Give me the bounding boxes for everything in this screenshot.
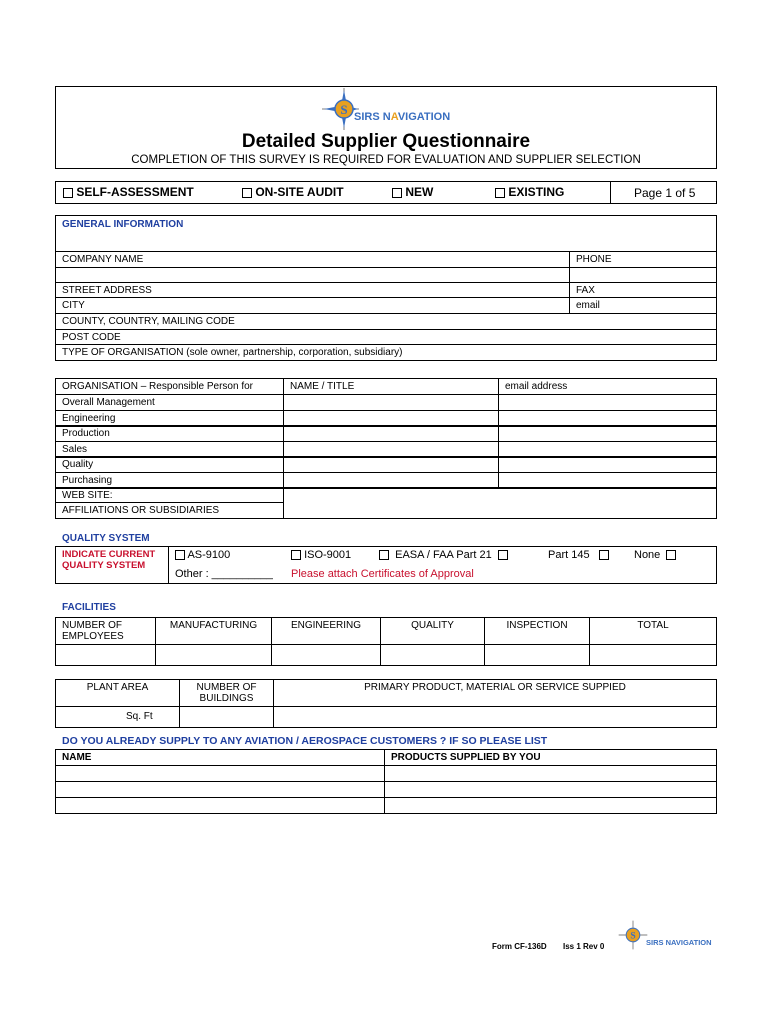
svg-text:S: S	[340, 102, 348, 117]
none-checkbox[interactable]	[666, 550, 676, 560]
aviation-products-field[interactable]	[384, 781, 717, 798]
facilities-heading: FACILITIES	[62, 602, 116, 613]
aviation-name-field[interactable]	[55, 781, 385, 798]
company-name-field[interactable]	[55, 267, 570, 283]
page-subtitle: COMPLETION OF THIS SURVEY IS REQUIRED FOR EVALUATION AND SUPPLIER SELECTION	[131, 154, 641, 166]
self-assessment-checkbox[interactable]	[63, 188, 73, 198]
as9100-checkbox[interactable]	[175, 550, 185, 560]
city-label[interactable]: CITY	[55, 297, 570, 314]
logo-wordmark: SIRS NAVIGATION	[354, 111, 451, 123]
employees-header: NUMBER OF EMPLOYEES	[55, 617, 156, 645]
options-divider	[610, 181, 611, 204]
indicate-current-label: INDICATE CURRENT QUALITY SYSTEM	[62, 549, 156, 571]
new-label: NEW	[405, 185, 434, 199]
quality-system-heading: QUALITY SYSTEM	[62, 533, 150, 544]
sq-ft-label: Sq. Ft	[126, 711, 153, 722]
aviation-products-field[interactable]	[384, 765, 717, 782]
total-header: TOTAL	[589, 617, 717, 645]
org-role-label: Overall Management	[55, 394, 284, 411]
self-assessment-label: SELF-ASSESSMENT	[76, 185, 194, 199]
org-email-field[interactable]	[498, 394, 717, 411]
footer-logo	[618, 920, 718, 950]
iso9001-label: ISO-9001	[304, 549, 352, 561]
engineering-header: ENGINEERING	[271, 617, 381, 645]
page-title: Detailed Supplier Questionnaire	[241, 131, 531, 152]
post-code-label[interactable]: POST CODE	[55, 329, 717, 345]
aviation-products-field[interactable]	[384, 797, 717, 814]
part145-checkbox[interactable]	[599, 550, 609, 560]
existing-option[interactable]	[495, 185, 564, 199]
aviation-heading: DO YOU ALREADY SUPPLY TO ANY AVIATION / AEROSPACE CUSTOMERS ? IF SO PLEASE LIST	[62, 735, 548, 747]
onsite-audit-checkbox[interactable]	[242, 188, 252, 198]
org-role-label: Engineering	[55, 410, 284, 427]
onsite-audit-option[interactable]	[242, 185, 344, 199]
street-address-label[interactable]: STREET ADDRESS	[55, 282, 570, 298]
aviation-name-field[interactable]	[55, 765, 385, 782]
compass-logo-icon	[316, 87, 360, 131]
org-name-field[interactable]	[283, 425, 499, 442]
as9100-label: AS-9100	[187, 549, 231, 561]
total-field[interactable]	[589, 644, 717, 666]
org-name-header: NAME / TITLE	[283, 378, 499, 395]
quality-header: QUALITY	[380, 617, 485, 645]
as9100-option[interactable]	[175, 549, 230, 561]
org-role-label: Production	[55, 425, 284, 442]
easa-checkbox[interactable]	[379, 550, 389, 560]
form-number: Form CF-136D	[492, 942, 547, 951]
org-role-label: Quality	[55, 456, 284, 473]
primary-product-field[interactable]	[273, 706, 717, 728]
quality-divider	[168, 546, 169, 584]
org-role-header: ORGANISATION – Responsible Person for	[55, 378, 284, 395]
attach-certificates-note: Please attach Certificates of Approval	[291, 568, 474, 580]
none-option[interactable]	[634, 549, 676, 561]
part145-option[interactable]	[548, 549, 609, 561]
part145-label: Part 145	[548, 549, 590, 561]
new-checkbox[interactable]	[392, 188, 402, 198]
org-email-field[interactable]	[498, 425, 717, 442]
general-info-heading: GENERAL INFORMATION	[62, 219, 184, 230]
phone-label: PHONE	[569, 251, 717, 268]
primary-product-header: PRIMARY PRODUCT, MATERIAL OR SERVICE SUPPIED	[273, 679, 717, 707]
manufacturing-header: MANUFACTURING	[155, 617, 272, 645]
org-name-field[interactable]	[283, 456, 499, 473]
easa-option[interactable]	[379, 549, 508, 561]
sirs-logo	[308, 87, 468, 131]
page-number: Page 1 of 5	[634, 186, 696, 200]
org-name-field[interactable]	[283, 394, 499, 411]
aviation-products-header: PRODUCTS SUPPLIED BY YOU	[384, 749, 717, 766]
inspection-header: INSPECTION	[484, 617, 590, 645]
org-role-label: Purchasing	[55, 472, 284, 489]
website-label: WEB SITE:	[55, 487, 284, 503]
new-option[interactable]	[392, 185, 433, 199]
buildings-field[interactable]	[179, 706, 274, 728]
org-role-label: Sales	[55, 441, 284, 458]
company-name-label: COMPANY NAME	[55, 251, 570, 268]
aviation-name-field[interactable]	[55, 797, 385, 814]
self-assessment-option[interactable]	[63, 185, 194, 199]
website-field[interactable]	[283, 487, 717, 519]
svg-text:S: S	[630, 930, 636, 942]
existing-checkbox[interactable]	[495, 188, 505, 198]
org-email-field[interactable]	[498, 456, 717, 473]
iso9001-option[interactable]	[291, 549, 351, 561]
footer-wordmark: SIRS NAVIGATION	[646, 938, 712, 947]
manufacturing-field[interactable]	[155, 644, 272, 666]
easa-label: EASA / FAA Part 21	[395, 549, 492, 561]
easa-box-right[interactable]	[498, 550, 508, 560]
email-label[interactable]: email	[569, 297, 717, 314]
org-type-label[interactable]: TYPE OF ORGANISATION (sole owner, partnership, corporation, subsidiary)	[55, 344, 717, 361]
other-field[interactable]: Other : __________	[175, 568, 273, 580]
footer-compass-icon	[618, 920, 648, 950]
affiliations-label: AFFILIATIONS OR SUBSIDIARIES	[55, 502, 284, 519]
fax-label[interactable]: FAX	[569, 282, 717, 298]
inspection-field[interactable]	[484, 644, 590, 666]
iso9001-checkbox[interactable]	[291, 550, 301, 560]
quality-field[interactable]	[380, 644, 485, 666]
plant-area-field[interactable]	[55, 706, 180, 728]
buildings-header: NUMBER OF BUILDINGS	[179, 679, 274, 707]
none-label: None	[634, 549, 661, 561]
employees-field[interactable]	[55, 644, 156, 666]
form-issue: Iss 1 Rev 0	[563, 942, 605, 951]
aviation-name-header: NAME	[55, 749, 385, 766]
existing-label: EXISTING	[508, 185, 565, 199]
phone-field[interactable]	[569, 267, 717, 283]
plant-area-header: PLANT AREA	[55, 679, 180, 707]
engineering-field[interactable]	[271, 644, 381, 666]
onsite-audit-label: ON-SITE AUDIT	[255, 185, 344, 199]
county-label[interactable]: COUNTY, COUNTRY, MAILING CODE	[55, 313, 717, 330]
org-email-header: email address	[498, 378, 717, 395]
